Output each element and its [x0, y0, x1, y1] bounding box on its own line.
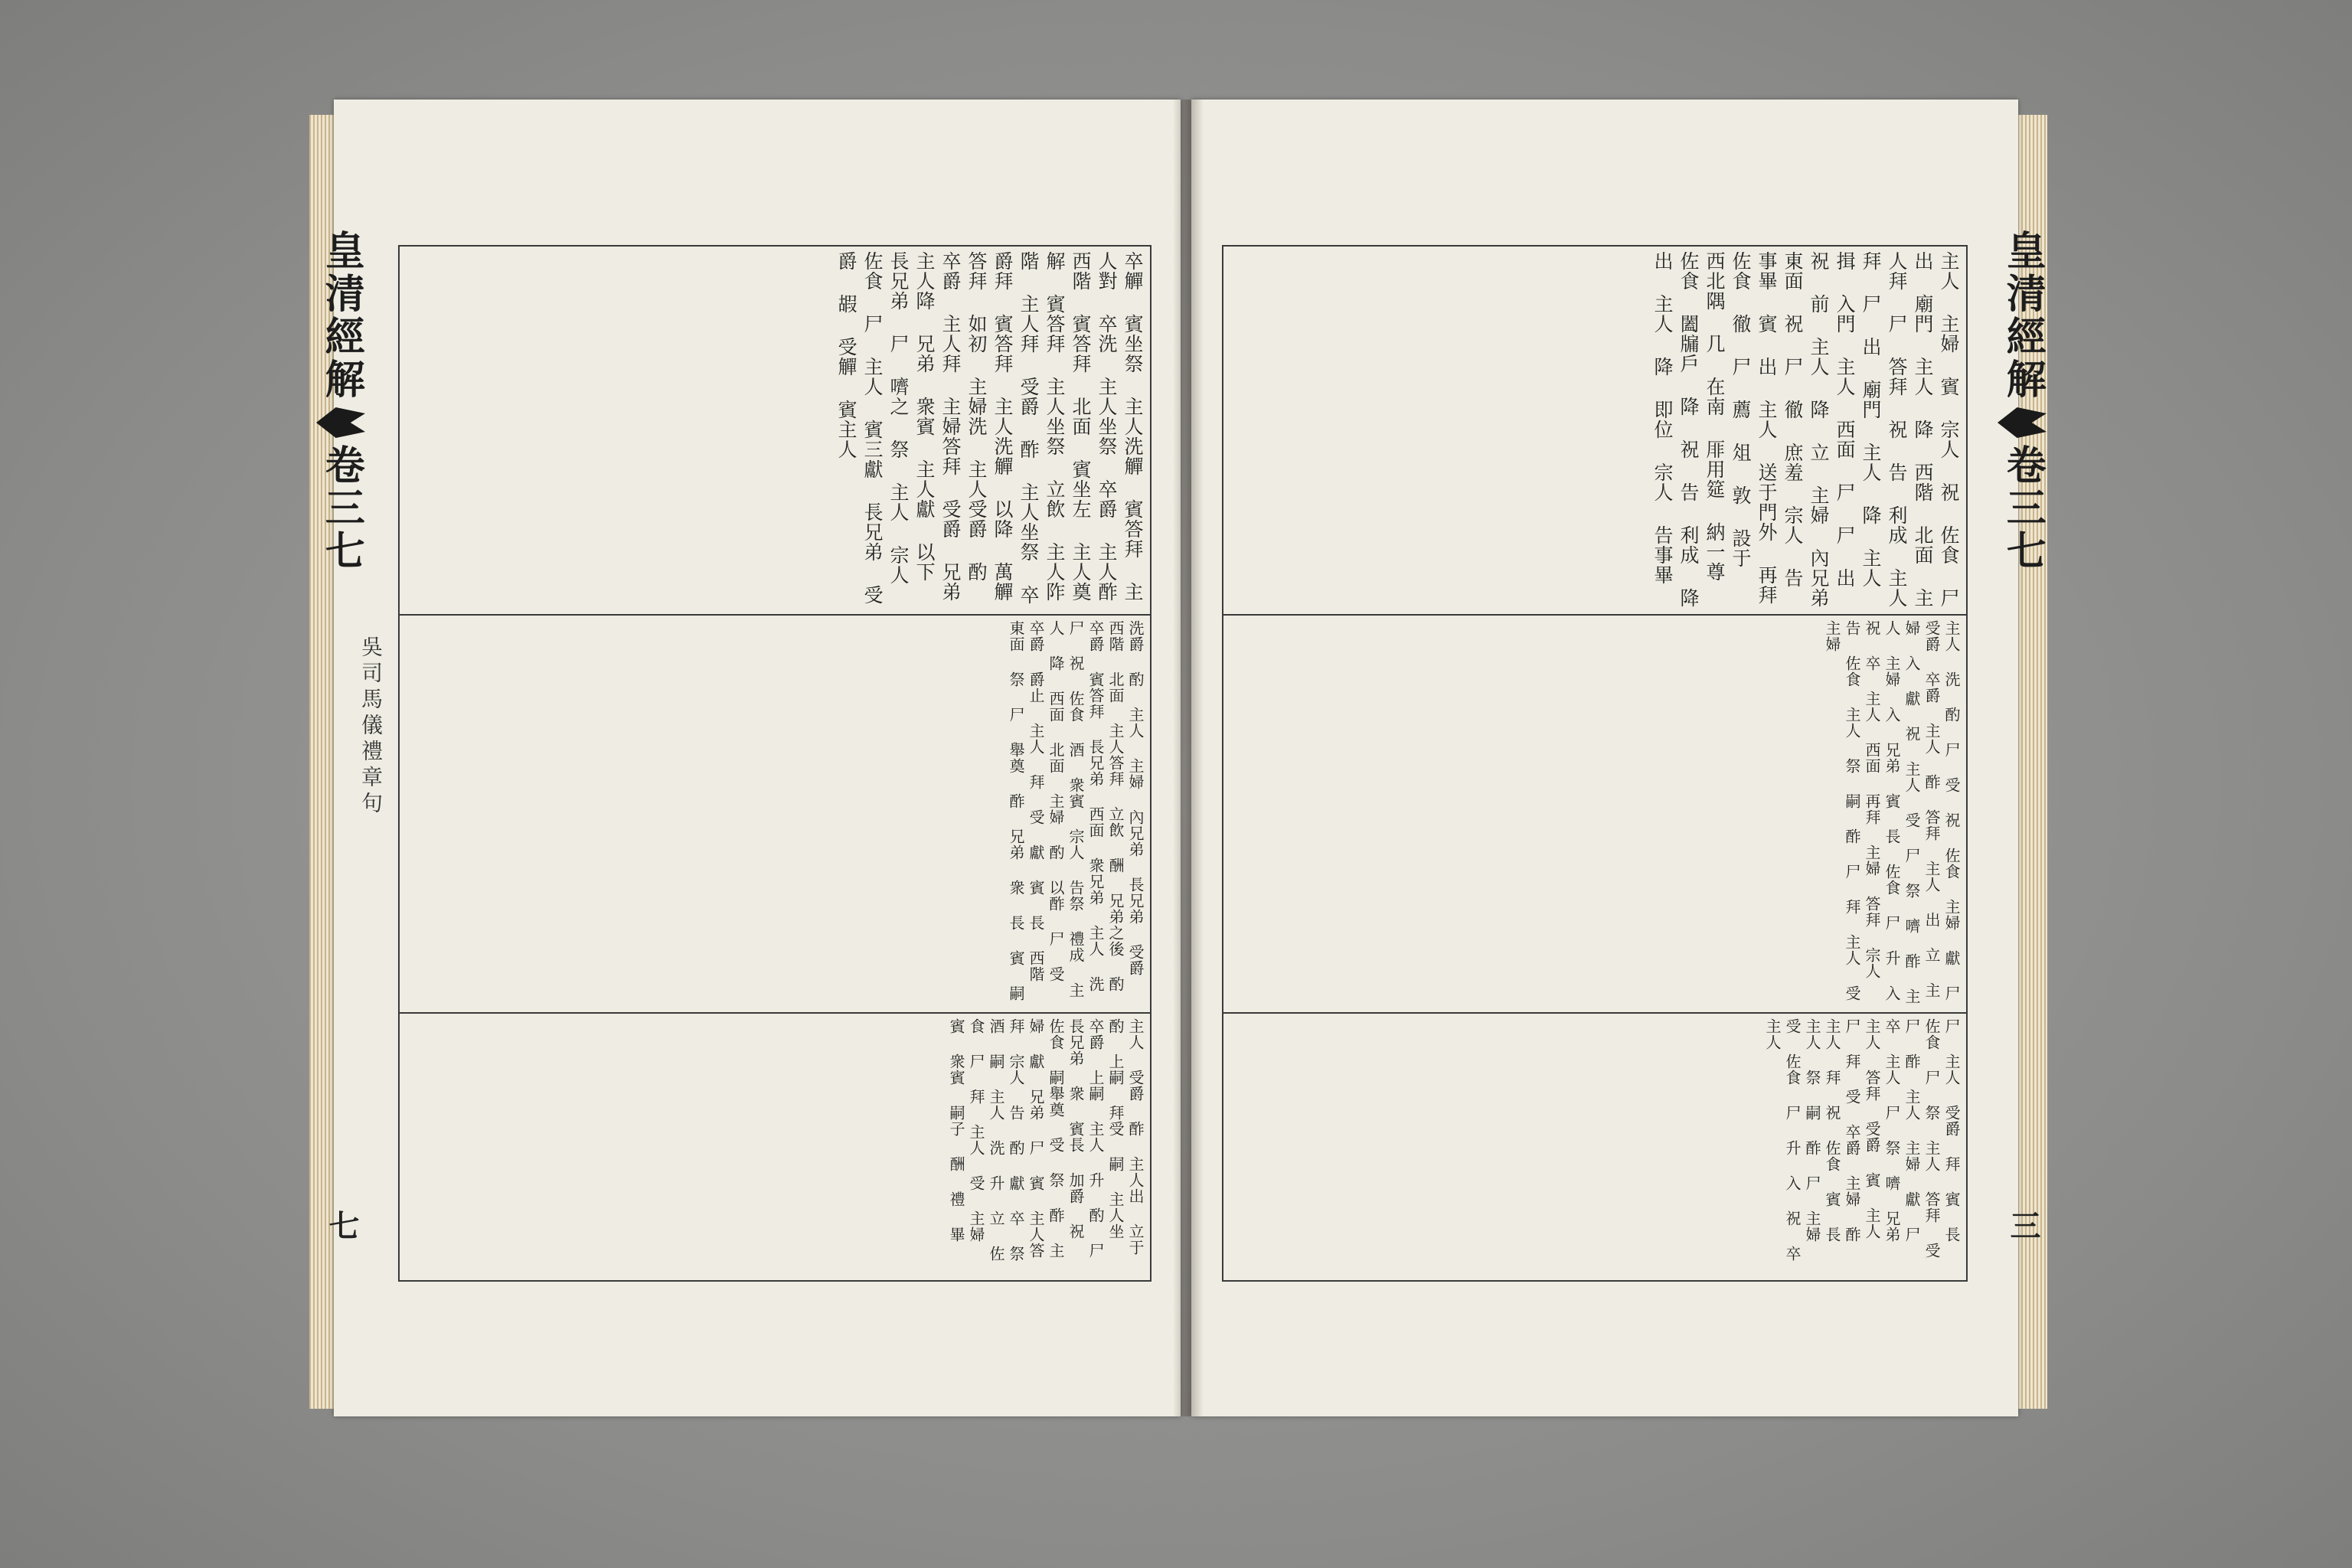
- right-top-text: 主人 主婦 賓 宗人 祝 佐食 尸 出 廟門 主人 降 西階 北面 主人拜 尸 答拜 祝 告 利成 主人 拜 尸 出 廟門 主人 降 主人 揖 入門 主人 西面 尸 尸 出 祝 前 主人 降 立 主婦 內兄弟 東面 祝 尸 徹 庶羞 宗人 告 事畢 賓 出 主人 送于門外 再拜 佐食 徹 尸 薦 俎 敦 設于 西北隅 几 在南 厞用筵 納一尊 佐食 闔牖戶 降 祝 告 利成 降 出 主人 降 即位 宗人 告事畢: [1651, 251, 1960, 608]
- left-page: [334, 100, 1181, 1416]
- left-band-bottom: [400, 1012, 1150, 1279]
- right-middle-text: 主人 洗 酌 尸 受 祝 佐食 主婦 獻 尸 受爵 卒爵 主人 酢 答拜 主人 出 立 主婦 入 獻 祝 主人 受 尸 祭 嚌 酢 主人 主婦 入 兄弟 賓 長 佐食 尸 升 入 祝 卒 主人 西面 再拜 主婦 答拜 宗人 告 佐食 主人 祭 嗣 酢 尸 拜 主人 受 主婦: [1823, 620, 1961, 1004]
- left-top-text: 卒觶 賓坐祭 主人洗觶 賓答拜 主人對 卒洗 主人坐祭 卒爵 主人酢 西階 賓答拜 北面 賓坐左 主人奠解 賓答拜 主人坐祭 立飲 主人阼階 主人拜 受爵 酢 主人坐祭 卒爵拜 賓答拜 主人洗觶 以降 萬觶 答拜 如初 主婦洗 主人受爵 酌 卒爵 主人拜 主婦答拜 受爵 兄弟 主人降 兄弟 衆賓 主人獻 以下 長兄弟 尸 嚌之 祭 主人 宗人 佐食 尸 主人 賓三獻 長兄弟 受爵 嘏 受觶 賓主人: [835, 251, 1144, 605]
- left-text-frame: [398, 245, 1152, 1282]
- left-band-middle: [400, 614, 1150, 1014]
- right-page: [1191, 100, 2018, 1416]
- left-side-title-strip: [309, 230, 372, 628]
- left-bottom-text: 主人 受爵 酢 主人出 立于 酌 上嗣 拜受 嗣 主人坐 卒爵 上嗣 主人 升 酌 尸 長兄弟 衆 賓長 加爵 祝 佐食 嗣舉奠 受 祭 酢 主婦 獻 兄弟 尸 賓 主人答拜 宗人 告 酌 獻 卒 祭酒 嗣 主人 洗 升 立 佐食 尸 拜 主人 受 主婦 賓 衆賓 嗣子 酬 禮 畢: [947, 1018, 1145, 1262]
- left-band-top: [400, 247, 1150, 614]
- right-bottom-text: 尸 主人 受爵 拜 賓 長 佐食 尸 祭 主人 答拜 受 尸 酢 主人 主婦 獻 尸 卒 主人 尸 祭 嚌 兄弟 主人 答拜 受爵 賓 主人 尸 拜 受 卒爵 主婦 酢 主人 拜 祝 佐食 賓 長 主人 祭 嗣 酢 尸 主婦 受 佐食 尸 升 入 祝 卒 主人: [1763, 1018, 1961, 1262]
- left-caption: 吳司馬儀禮章句: [358, 635, 384, 818]
- right-fish-tail-mark: [1998, 407, 2047, 438]
- right-folio-number: 三: [2005, 1210, 2041, 1240]
- right-band-top: [1223, 247, 1966, 614]
- right-band-middle: [1223, 614, 1966, 1014]
- right-side-title-strip: [1991, 230, 2053, 628]
- right-series-title: 皇清經解: [1999, 230, 2047, 401]
- left-folio-number: 七: [324, 1210, 360, 1240]
- left-volume-mark: 卷三七: [318, 444, 365, 573]
- right-volume-mark: 卷三七: [1999, 444, 2047, 573]
- left-fish-tail-mark: [316, 407, 365, 438]
- left-middle-text: 洗爵 酌 主人 主婦 內兄弟 長兄弟 受爵 西階 北面 主人答拜 立飲 酬 兄弟之後 酌 卒爵 賓答拜 長兄弟 西面 衆兄弟 主人 洗 尸 祝 佐食 酒 衆賓 宗人 告祭 禮成 主人 降 西面 北面 主婦 酌 以酢 尸 受 卒爵 爵止 主人 拜 受 獻 賓 長 西階 東面 祭 尸 舉奠 酢 兄弟 衆 長 賓 嗣: [1007, 620, 1145, 1001]
- book-gutter: [1173, 100, 1204, 1416]
- left-series-title: 皇清經解: [318, 230, 365, 401]
- right-band-bottom: [1223, 1012, 1966, 1279]
- right-text-frame: [1222, 245, 1968, 1282]
